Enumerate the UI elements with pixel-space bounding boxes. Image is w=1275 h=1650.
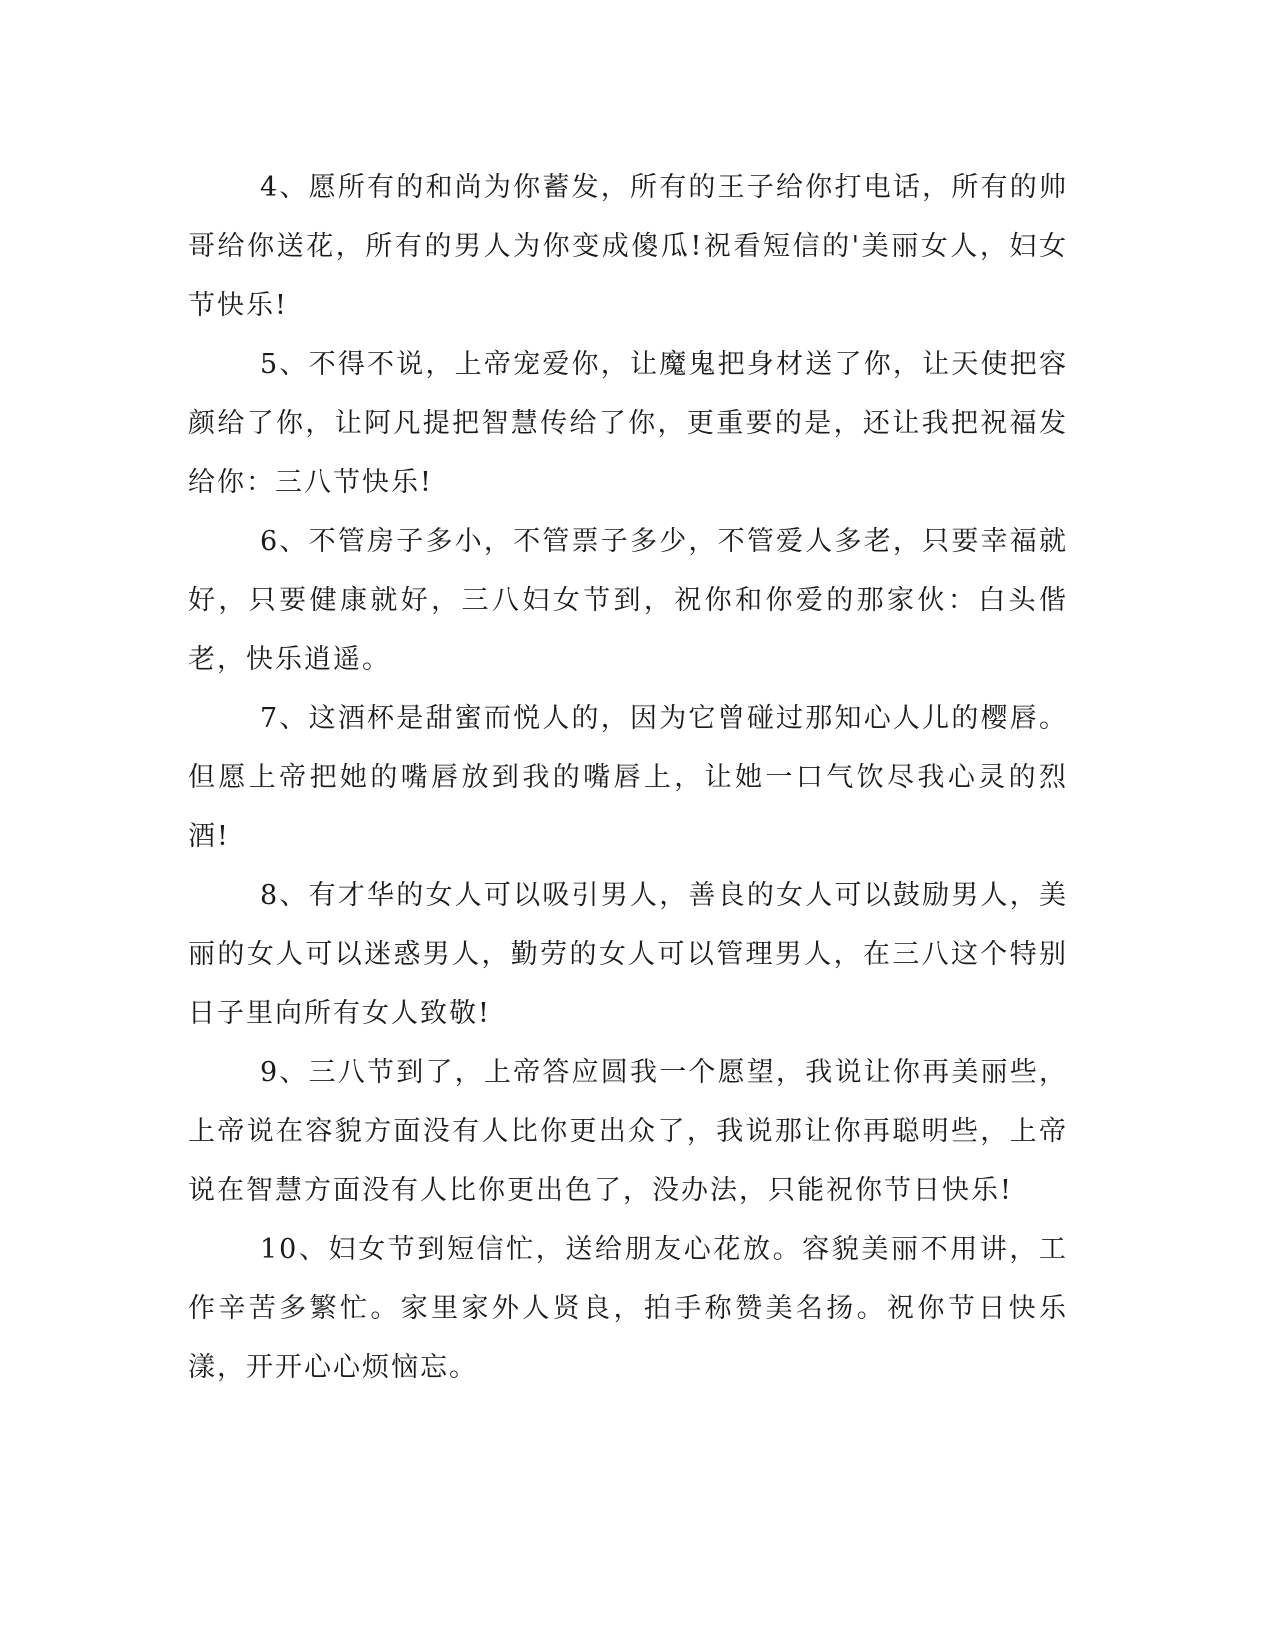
paragraph-9: 9、三八节到了，上帝答应圆我一个愿望，我说让你再美丽些，上帝说在容貌方面没有人比你更出众了，我说那让你再聪明些，上帝说在智慧方面没有人比你更出色了，没办法，只能祝你节日快乐! [188,1057,1068,1206]
paragraph-6: 6、不管房子多小，不管票子多少，不管爱人多老，只要幸福就好，只要健康就好，三八妇女节到，祝你和你爱的那家伙：白头偕老，快乐逍遥。 [188,526,1068,675]
paragraph-8: 8、有才华的女人可以吸引男人，善良的女人可以鼓励男人，美丽的女人可以迷惑男人，勤劳的女人可以管理男人，在三八这个特别日子里向所有女人致敬! [188,880,1068,1029]
paragraph-5: 5、不得不说，上帝宠爱你，让魔鬼把身材送了你，让天使把容颜给了你，让阿凡提把智慧传给了你，更重要的是，还让我把祝福发给你：三八节快乐! [188,349,1068,498]
paragraph-4: 4、愿所有的和尚为你蓄发，所有的王子给你打电话，所有的帅哥给你送花，所有的男人为你变成傻瓜!祝看短信的'美丽女人，妇女节快乐! [188,172,1068,321]
paragraph-7: 7、这酒杯是甜蜜而悦人的，因为它曾碰过那知心人儿的樱唇。但愿上帝把她的嘴唇放到我的嘴唇上，让她一口气饮尽我心灵的烈酒! [188,703,1068,852]
document-body [188,158,1068,1397]
paragraph-10: 10、妇女节到短信忙，送给朋友心花放。容貌美丽不用讲，工作辛苦多繁忙。家里家外人贤良，拍手称赞美名扬。祝你节日快乐漾，开开心心烦恼忘。 [188,1234,1068,1383]
